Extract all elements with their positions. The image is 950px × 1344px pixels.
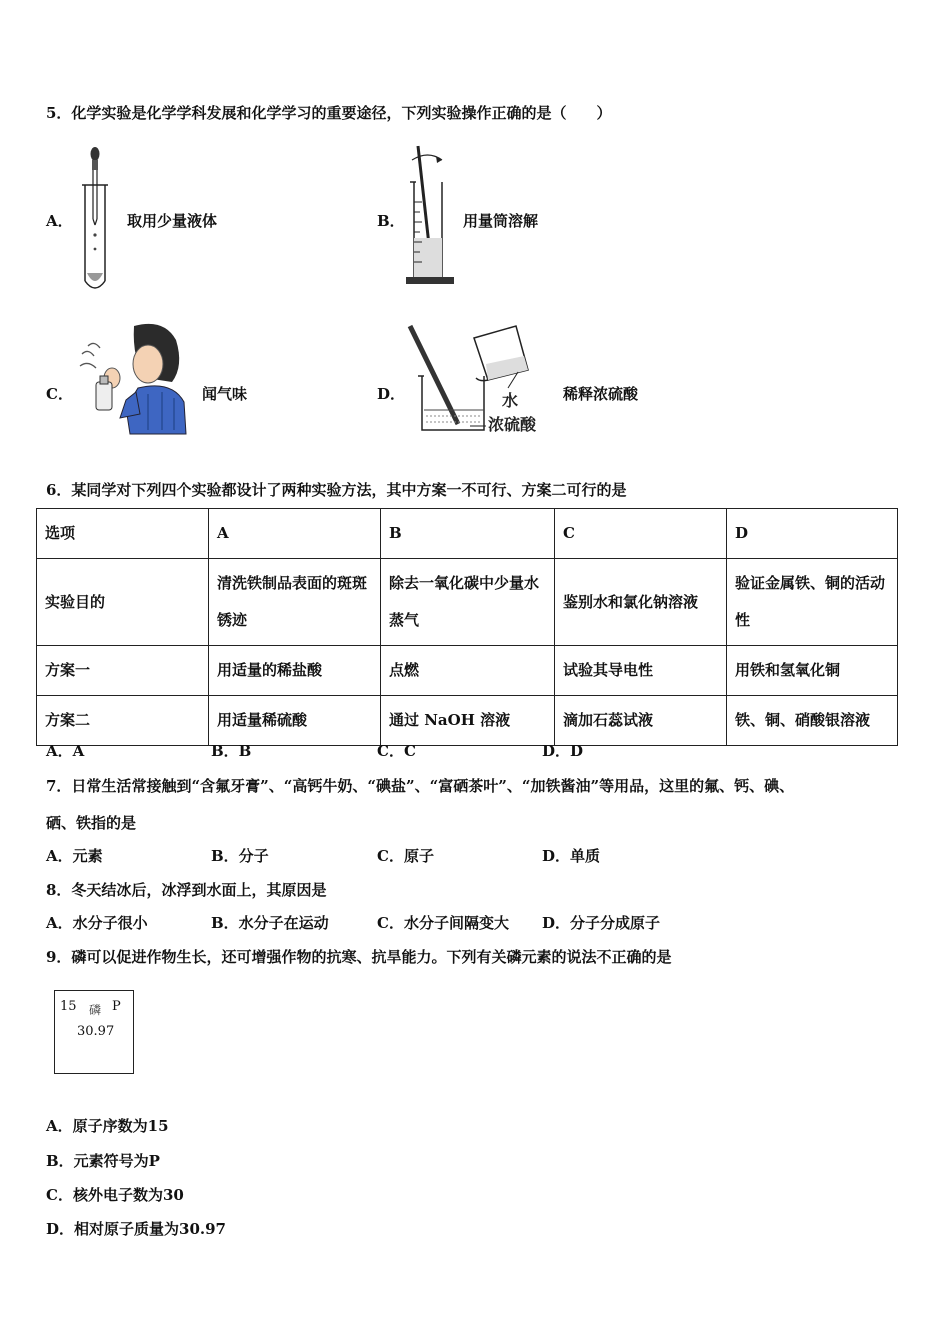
pouring-beaker-icon [474, 326, 528, 381]
q7-answer-b[interactable]: B．分子 [211, 847, 269, 865]
q7-stem-line1: 7．日常生活常接触到“含氟牙膏”、“高钙牛奶、“碘盐”、“富硒茶叶”、“加铁酱油”等用品，这里的氟、钙、碘、 [46, 777, 795, 795]
q5-stem: 5．化学实验是化学学科发展和化学学习的重要途径，下列实验操作正确的是（ ） [46, 104, 612, 122]
table-header-cell: D [727, 509, 898, 559]
table-cell: 鉴别水和氯化钠溶液 [555, 559, 727, 646]
element-mass: 30.97 [77, 1024, 115, 1039]
element-number: 15 [60, 999, 77, 1014]
table-cell: 用适量的稀盐酸 [209, 646, 381, 696]
table-cell: 实验目的 [37, 559, 209, 646]
table-cell: 方案二 [37, 696, 209, 746]
table-cell: 试验其导电性 [555, 646, 727, 696]
q9-answer-b[interactable]: B．元素符号为P [46, 1152, 160, 1170]
table-cell: 点燃 [381, 646, 555, 696]
table-header-cell: 选项 [37, 509, 209, 559]
graduated-cylinder-icon [406, 182, 454, 284]
q6-answer-c[interactable]: C．C [377, 742, 416, 760]
q9-stem: 9．磷可以促进作物生长，还可增强作物的抗寒、抗旱能力。下列有关磷元素的说法不正确的是 [46, 948, 672, 966]
q9-answer-d[interactable]: D．相对原子质量为30.97 [46, 1220, 226, 1238]
table-cell: 滴加石蕊试液 [555, 696, 727, 746]
q7-stem-line2: 硒、铁指的是 [46, 814, 137, 832]
table-cell: 除去一氧化碳中少量水蒸气 [381, 559, 555, 646]
table-cell: 铁、铜、硝酸银溶液 [727, 696, 898, 746]
q5-option-c-text: 闻气味 [202, 385, 248, 403]
q6-answer-d[interactable]: D．D [542, 742, 584, 760]
q5-option-b-letter[interactable]: B． [377, 212, 405, 230]
table-cell: 验证金属铁、铜的活动性 [727, 559, 898, 646]
table-row [37, 559, 898, 646]
table-cell: 方案一 [37, 646, 209, 696]
q7-answer-c[interactable]: C．原子 [377, 847, 434, 865]
q9-answer-c[interactable]: C．核外电子数为30 [46, 1186, 184, 1204]
q5-option-d-text: 稀释浓硫酸 [563, 385, 639, 403]
q5-option-c-letter[interactable]: C． [46, 385, 73, 403]
q6-answer-a[interactable]: A．A [46, 742, 85, 760]
dilution-figure [400, 320, 550, 440]
q5-option-d-letter[interactable]: D． [377, 385, 406, 403]
q8-stem: 8．冬天结冰后，冰浮到水面上，其原因是 [46, 881, 327, 899]
water-label: 水 [502, 391, 519, 410]
q6-stem: 6．某同学对下列四个实验都设计了两种实验方法，其中方案一不可行、方案二可行的是 [46, 481, 627, 499]
smelling-person-figure [76, 318, 188, 436]
q7-answer-d[interactable]: D．单质 [542, 847, 601, 865]
q5-option-a-text: 取用少量液体 [127, 212, 218, 230]
q8-answer-b[interactable]: B．水分子在运动 [211, 914, 329, 932]
table-header-cell: A [209, 509, 381, 559]
person-icon [104, 324, 186, 434]
q7-answer-a[interactable]: A．元素 [46, 847, 103, 865]
table-cell: 清洗铁制品表面的斑斑锈迹 [209, 559, 381, 646]
q9-answer-a[interactable]: A．原子序数为15 [46, 1117, 169, 1135]
table-header-row [37, 509, 898, 559]
table-cell: 用适量稀硫酸 [209, 696, 381, 746]
table-cell: 通过 NaOH 溶液 [381, 696, 555, 746]
q5-option-b-text: 用量筒溶解 [463, 212, 539, 230]
graduated-cylinder-figure [402, 142, 462, 290]
beaker-icon [418, 376, 484, 430]
q8-answer-a[interactable]: A．水分子很小 [46, 914, 148, 932]
table-header-cell: C [555, 509, 727, 559]
glass-rod-icon [410, 326, 458, 424]
q6-table [36, 508, 898, 746]
acid-label: 浓硫酸 [488, 415, 537, 434]
element-symbol: P [112, 999, 121, 1014]
dropper-test-tube-figure [70, 143, 120, 295]
dropper-icon [91, 147, 100, 225]
table-row [37, 696, 898, 746]
element-name: 磷 [89, 1003, 102, 1017]
table-row [37, 646, 898, 696]
phosphorus-element-card [54, 990, 134, 1074]
q8-answer-c[interactable]: C．水分子间隔变大 [377, 914, 509, 932]
q8-answer-d[interactable]: D．分子分成原子 [542, 914, 661, 932]
table-cell: 用铁和氢氧化铜 [727, 646, 898, 696]
q5-option-a-letter[interactable]: A． [46, 212, 73, 230]
q6-answer-b[interactable]: B．B [211, 742, 252, 760]
table-header-cell: B [381, 509, 555, 559]
